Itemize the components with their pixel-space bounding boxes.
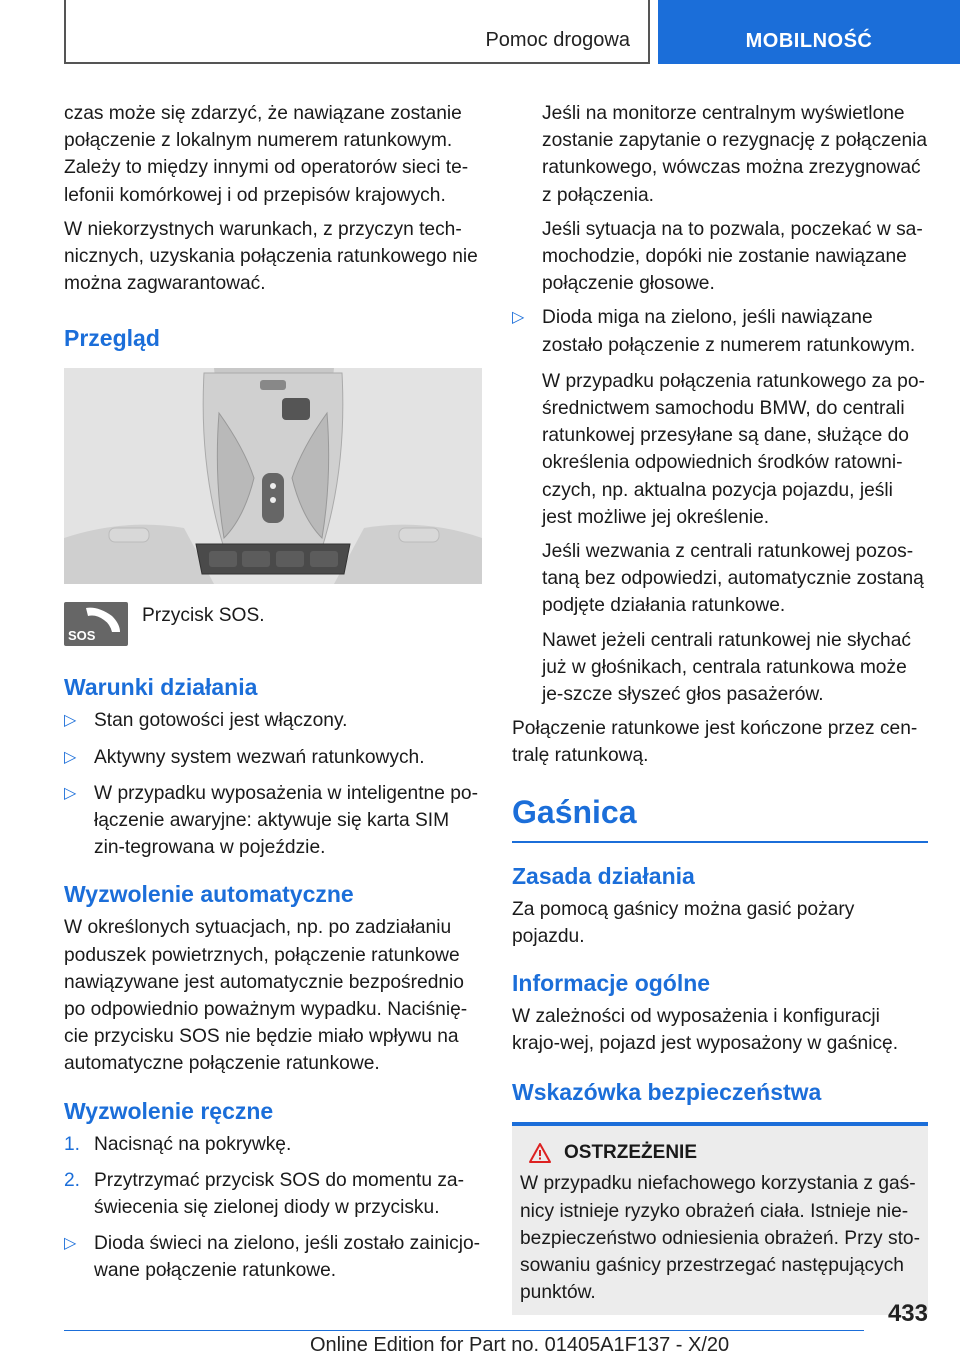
general-info-heading: Informacje ogólne [512,970,711,997]
manual-trigger-heading: Wyzwolenie ręczne [64,1097,274,1124]
warning-title: OSTRZEŻENIE [528,1142,920,1164]
list-item: ▷ Stan gotowości jest włączony. [64,707,482,734]
paragraph: Jeśli wezwania z centrali ratunkowej pozos-taną bez odpowiedzi, automatycznie zostaną podjęte działania ratunkowe. [542,541,924,617]
paragraph: Połączenie ratunkowe jest kończone przez cen-tralę ratunkową. [512,718,918,767]
auto-trigger-heading: Wyzwolenie automatyczne [64,881,354,908]
list-item: ▷ Dioda miga na zielono, jeśli nawiązane zostało połączenie z numerem ratunkowym. [512,304,928,358]
triangle-bullet-icon: ▷ [64,712,77,730]
paragraph: Jeśli na monitorze centralnym wyświetlone zostanie zapytanie o rezygnację z połączenia ratunkowego, wówczas można zrezygnować z połączenia. [542,103,928,206]
section-tab [64,0,650,64]
page-number: 433 [887,1300,928,1327]
list-item: ▷ Dioda świeci na zielono, jeśli zostało zainicjo-wane połączenie ratunkowe. [64,1230,482,1284]
sos-console-photo [64,368,482,584]
paragraph: Za pomocą gaśnicy można gasić pożary pojazdu. [512,898,855,947]
sos-icon-label: SOS [68,628,96,644]
edition-text: Online Edition for Part no. 01405A1F137 - X/20 [310,1334,730,1356]
warning-text: W przypadku niefachowego korzystania z gaś-nicy istnieje ryzyko obrażeń ciała. Istnieje nie-bezpieczeństwo odniesienia obrażeń. Przy sto-sowaniu gaśnicy przestrzegać następujących punktów. [520,1173,920,1304]
caption-text: Przycisk SOS. [142,605,265,627]
footer-rule [64,1330,864,1331]
fire-extinguisher-title: Gaśnica [512,793,637,830]
title-rule [512,841,928,843]
right-column [512,100,928,1315]
sos-phone-icon [64,602,128,646]
triangle-bullet-icon: ▷ [512,309,525,327]
paragraph: W niekorzystnych warunkach, z przyczyn tech-nicznych, uzyskania połączenia ratunkowego nie można zagwarantować. [64,218,478,295]
conditions-heading: Warunki działania [64,674,258,701]
warning-triangle-icon [528,1142,552,1164]
triangle-bullet-icon: ▷ [64,748,77,766]
page-header [0,0,960,64]
warning-box [512,1122,928,1314]
step-item: 2. Przytrzymać przycisk SOS do momentu za-świecenia się zielonej diody w przycisku. [64,1169,464,1219]
paragraph: Nawet jeżeli centrali ratunkowej nie słychać już w głośnikach, centrala ratunkowa może je-szcze słyszeć głos pasażerów. [542,629,911,706]
paragraph: W przypadku połączenia ratunkowego za po-średnictwem samochodu BMW, do centrali ratunkowej przesyłane są dane, służące do określenia odpowiednich środków ratowni-czych, np. aktualna pozycja pojazdu, jeśli jest możliwe jej określenie. [542,370,925,528]
chapter-tab: MOBILNOŚĆ [658,0,960,64]
sos-caption [64,602,482,646]
safety-heading: Wskazówka bezpieczeństwa [512,1079,822,1106]
paragraph: Jeśli sytuacja na to pozwala, poczekać w sa-mochodzie, dopóki nie zostanie nawiązane połączenie głosowe. [542,218,923,295]
triangle-bullet-icon: ▷ [64,784,77,802]
list-item: ▷ W przypadku wyposażenia w inteligentne po-łączenie awaryjne: aktywuje się karta SIM zin-tegrowana w pojeździe. [64,780,482,862]
triangle-bullet-icon: ▷ [64,1235,77,1253]
list-item: ▷ Aktywny system wezwań ratunkowych. [64,744,482,771]
principle-heading: Zasada działania [512,862,695,889]
step-item: 1. Nacisnąć na pokrywkę. [64,1133,292,1155]
left-column [64,100,482,1294]
section-title: Pomoc drogowa [485,29,630,51]
paragraph: W określonych sytuacjach, np. po zadziałaniu poduszek powietrznych, połączenie ratunkowe nawiązywane jest automatycznie bezpośrednio po odpowiednio poważnym wypadku. Naciśnię-cie przycisku SOS nie będzie miało wpływu na automatyczne połączenie ratunkowe. [64,917,468,1075]
paragraph: czas może się zdarzyć, że nawiązane zostanie połączenie z lokalnym numerem ratunkowym. Zależy to między innymi od operatorów sieci te-lefonii komórkowej i od przepisów krajowych. [64,103,469,206]
paragraph: W zależności od wyposażenia i konfiguracji krajo-wej, pojazd jest wyposażony w gaśnicę. [512,1006,899,1055]
page-footer [0,1296,960,1362]
overhead-console-illustration [64,368,482,584]
overview-heading: Przegląd [64,325,160,352]
